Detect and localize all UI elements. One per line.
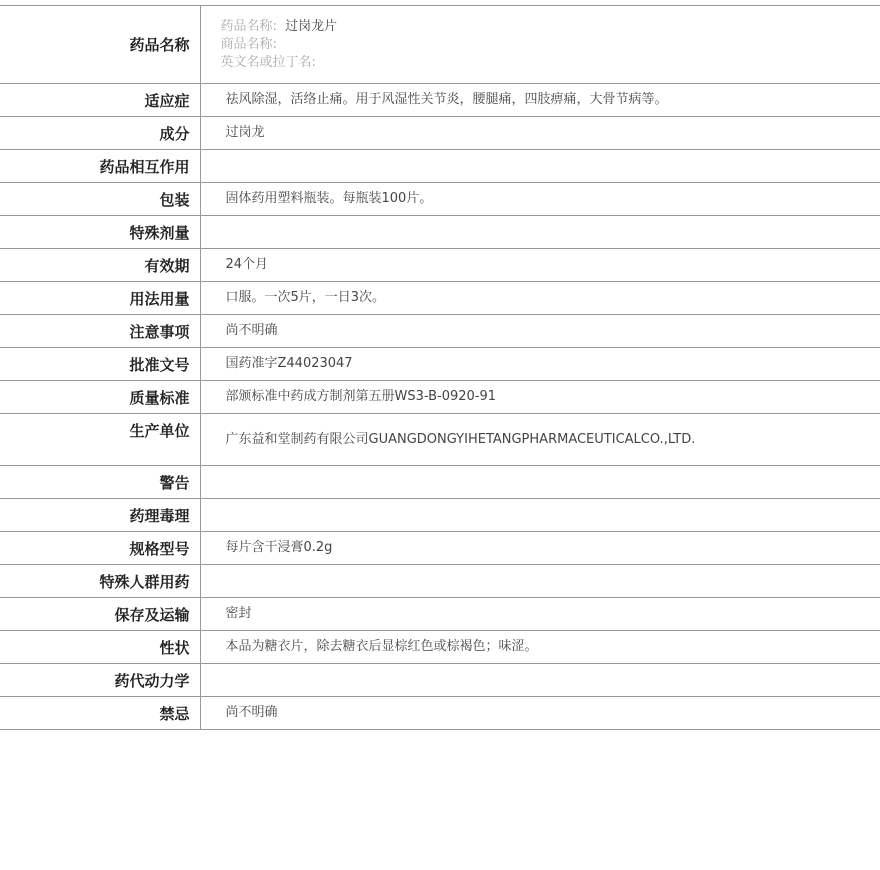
- row-value: [200, 532, 880, 565]
- row-label: 禁忌: [0, 697, 200, 730]
- contraindications-text: 尚不明确: [225, 705, 278, 720]
- row-warning: [0, 466, 880, 499]
- row-packaging: [0, 183, 880, 216]
- row-contraindications: [0, 697, 880, 730]
- row-label: 适应症: [0, 84, 200, 117]
- drug-name-block: [211, 18, 880, 72]
- row-label: 药理毒理: [0, 499, 200, 532]
- row-label: 警告: [0, 466, 200, 499]
- row-value: [200, 414, 880, 466]
- row-label: 注意事项: [0, 315, 200, 348]
- indications-text: 祛风除湿，活络止痛。用于风湿性关节炎，腰腿痛，四肢痹痛，大骨节病等。: [225, 92, 668, 107]
- trade-name-key: 商品名称:: [220, 36, 277, 52]
- row-usage: [0, 282, 880, 315]
- row-value: [200, 84, 880, 117]
- row-label: 批准文号: [0, 348, 200, 381]
- drug-info-table: [0, 5, 880, 730]
- row-value: [200, 282, 880, 315]
- row-label: 包装: [0, 183, 200, 216]
- row-specification: [0, 532, 880, 565]
- row-value: [200, 381, 880, 414]
- drug-name-cell: [200, 6, 880, 84]
- row-label: 药代动力学: [0, 664, 200, 697]
- row-storage: [0, 598, 880, 631]
- approval-number-text: 国药准字Z44023047: [225, 356, 353, 371]
- row-label: 特殊人群用药: [0, 565, 200, 598]
- row-label: 用法用量: [0, 282, 200, 315]
- row-pharmacology: [0, 499, 880, 532]
- row-indications: [0, 84, 880, 117]
- row-value: [200, 150, 880, 183]
- description-text: 本品为糖衣片，除去糖衣后显棕红色或棕褐色；味涩。: [225, 639, 538, 654]
- row-value: [200, 565, 880, 598]
- generic-name-value: 过岗龙片: [285, 18, 338, 34]
- storage-text: 密封: [225, 606, 252, 621]
- row-label: 药品名称: [0, 6, 200, 84]
- row-drug-name: [0, 6, 880, 84]
- row-value: [200, 117, 880, 150]
- row-pharmacokinetics: [0, 664, 880, 697]
- row-value: [200, 216, 880, 249]
- latin-name-key: 英文名或拉丁名:: [220, 54, 316, 70]
- row-value: [200, 664, 880, 697]
- row-value: [200, 348, 880, 381]
- row-ingredients: [0, 117, 880, 150]
- row-special-populations: [0, 565, 880, 598]
- row-value: [200, 598, 880, 631]
- row-value: [200, 631, 880, 664]
- row-shelf-life: [0, 249, 880, 282]
- row-approval-number: [0, 348, 880, 381]
- latin-name-line: [221, 54, 880, 72]
- row-label: 特殊剂量: [0, 216, 200, 249]
- row-label: 生产单位: [0, 414, 200, 466]
- row-label: 有效期: [0, 249, 200, 282]
- row-value: [200, 499, 880, 532]
- shelf-life-text: 24个月: [225, 257, 269, 272]
- usage-text: 口服。一次5片，一日3次。: [225, 290, 386, 305]
- packaging-text: 固体药用塑料瓶装。每瓶装100片。: [225, 191, 433, 206]
- generic-name-key: 药品名称:: [220, 18, 277, 34]
- row-value: [200, 466, 880, 499]
- row-label: 保存及运输: [0, 598, 200, 631]
- row-value: [200, 315, 880, 348]
- ingredients-text: 过岗龙: [225, 125, 265, 140]
- row-label: 药品相互作用: [0, 150, 200, 183]
- row-label: 规格型号: [0, 532, 200, 565]
- row-interactions: [0, 150, 880, 183]
- row-value: [200, 249, 880, 282]
- specification-text: 每片含干浸膏0.2g: [225, 540, 333, 555]
- quality-standard-text: 部颁标准中药成方制剂第五册WS3-B-0920-91: [225, 389, 497, 404]
- precautions-text: 尚不明确: [225, 323, 278, 338]
- manufacturer-text: 广东益和堂制药有限公司GUANGDONGYIHETANGPHARMACEUTICALCO.,LTD.: [225, 431, 696, 447]
- row-value: [200, 697, 880, 730]
- trade-name-line: [221, 36, 880, 54]
- row-special-dosage: [0, 216, 880, 249]
- row-label: 成分: [0, 117, 200, 150]
- row-manufacturer: [0, 414, 880, 466]
- row-label: 质量标准: [0, 381, 200, 414]
- row-label: 性状: [0, 631, 200, 664]
- generic-name-line: [221, 18, 880, 36]
- row-quality-standard: [0, 381, 880, 414]
- row-description: [0, 631, 880, 664]
- row-precautions: [0, 315, 880, 348]
- row-value: [200, 183, 880, 216]
